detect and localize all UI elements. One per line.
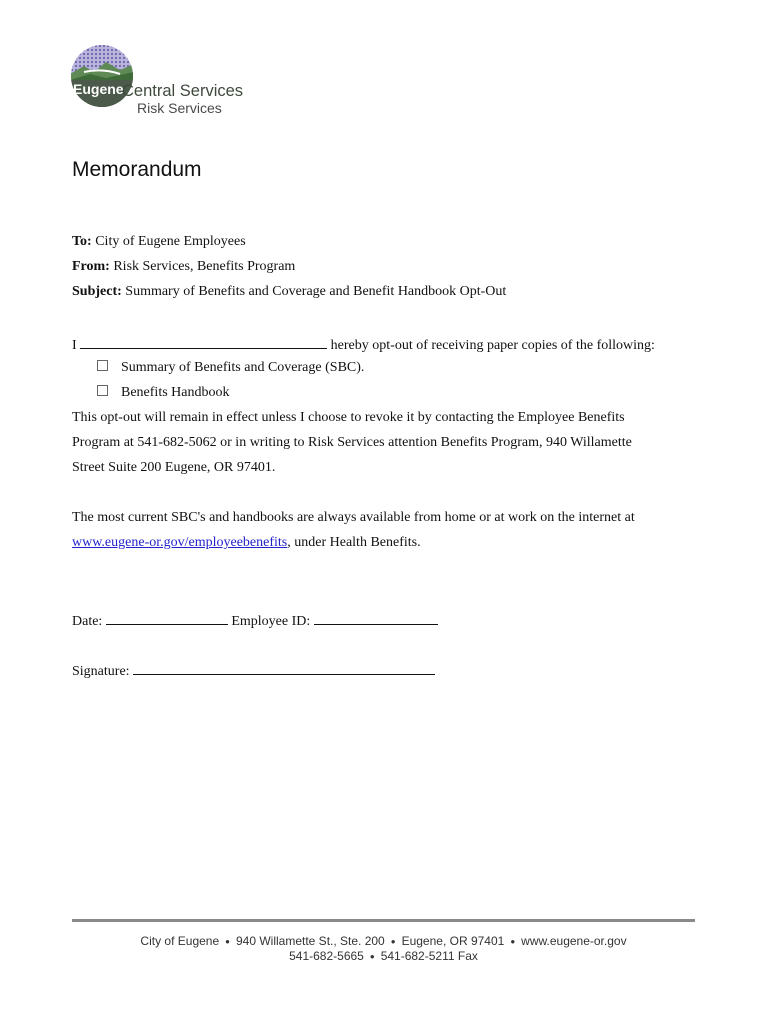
- link-suffix: , under Health Benefits.: [287, 535, 421, 550]
- footer-fax: 541-682-5211 Fax: [380, 949, 478, 963]
- footer-website: www.eugene-or.gov: [521, 934, 627, 948]
- date-label: Date:: [72, 614, 103, 629]
- optout-prefix: I: [72, 338, 77, 353]
- footer-org: City of Eugene: [140, 934, 220, 948]
- paragraph2-line2: [72, 535, 421, 551]
- employee-id-label: Employee ID:: [231, 614, 311, 629]
- logo-wordmark: Eugene: [73, 81, 124, 97]
- to-line: [72, 234, 246, 250]
- footer-line2: [72, 949, 695, 963]
- bullet-icon: ●: [369, 952, 375, 961]
- logo-primary-text: Central Services: [122, 82, 244, 100]
- sbc-checkbox[interactable]: [97, 360, 108, 371]
- paragraph1-line1: This opt-out will remain in effect unless I choose to revoke it by contacting the Employee Benefits: [72, 410, 625, 425]
- paragraph1-line2: Program at 541-682-5062 or in writing to Risk Services attention Benefits Program, 940 Willamette: [72, 435, 632, 450]
- from-value: Risk Services, Benefits Program: [113, 259, 296, 274]
- date-field[interactable]: [106, 610, 228, 625]
- signature-field[interactable]: [133, 660, 435, 675]
- from-label: From:: [72, 259, 110, 274]
- option-handbook-label: Benefits Handbook: [121, 385, 230, 400]
- optout-statement: [72, 334, 655, 354]
- employee-name-field[interactable]: [80, 334, 327, 349]
- option-handbook: [97, 385, 229, 401]
- subject-value: Summary of Benefits and Coverage and Benefit Handbook Opt-Out: [125, 284, 507, 299]
- employee-benefits-link[interactable]: www.eugene-or.gov/employeebenefits: [72, 535, 288, 550]
- signature-label: Signature:: [72, 664, 130, 679]
- city-logo: [70, 44, 270, 114]
- paragraph1-line3: Street Suite 200 Eugene, OR 97401.: [72, 460, 276, 475]
- to-value: City of Eugene Employees: [95, 234, 246, 249]
- date-employee-id-row: [72, 610, 438, 630]
- option-sbc-label: Summary of Benefits and Coverage (SBC).: [121, 360, 365, 375]
- logo-secondary-text: Risk Services: [137, 100, 222, 116]
- bullet-icon: ●: [390, 937, 396, 946]
- to-label: To:: [72, 234, 92, 249]
- footer-line1: [72, 934, 695, 948]
- handbook-checkbox[interactable]: [97, 385, 108, 396]
- paragraph2-line1: The most current SBC's and handbooks are always available from home or at work on the internet at: [72, 510, 635, 525]
- bullet-icon: ●: [225, 937, 230, 946]
- bullet-icon: ●: [510, 937, 516, 946]
- employee-id-field[interactable]: [314, 610, 438, 625]
- optout-suffix: hereby opt-out of receiving paper copies of the following:: [330, 338, 655, 353]
- subject-label: Subject:: [72, 284, 122, 299]
- document-title: Memorandum: [72, 158, 202, 181]
- footer-phone: 541-682-5665: [289, 949, 364, 963]
- from-line: [72, 259, 295, 275]
- signature-row: [72, 660, 435, 680]
- footer-address: 940 Willamette St., Ste. 200: [235, 934, 385, 948]
- subject-line: [72, 284, 506, 300]
- footer-divider: [72, 919, 695, 922]
- footer-city: Eugene, OR 97401: [401, 934, 505, 948]
- option-sbc: [97, 360, 364, 376]
